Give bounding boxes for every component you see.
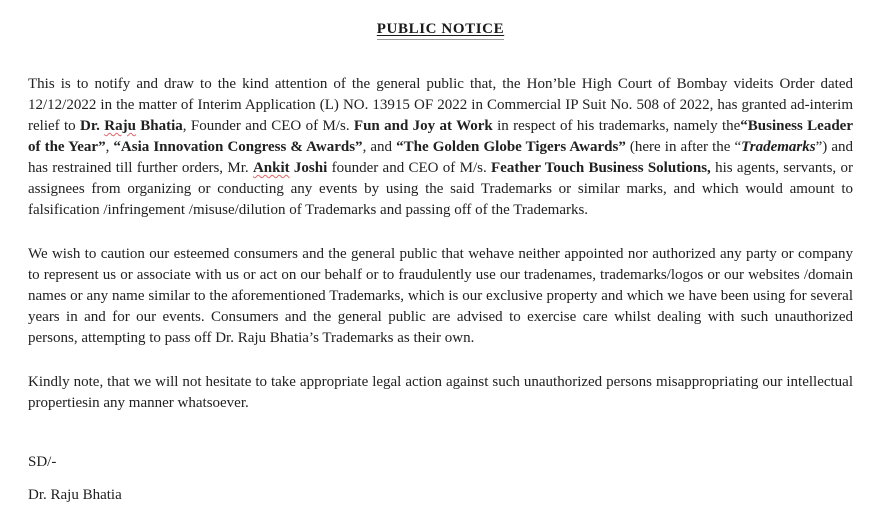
text-run: , and	[362, 139, 397, 155]
paragraph-court-order	[28, 74, 853, 221]
text-run: (here in after the “	[625, 139, 742, 155]
text-run: his agents, servants, or assignees from organizing or conducting any events by using the said Trademarks or similar marks, and which would amount to falsification /infringement /misuse/dilution of Trademarks and passing off of the Trademarks.	[28, 160, 853, 218]
signature-sd: SD/-	[28, 454, 57, 470]
trademark-golden-globe: “The Golden Globe Tigers Awards”	[396, 139, 626, 155]
text-run: ”) and has restrained till further orders, Mr.	[28, 139, 853, 176]
page-title: PUBLIC NOTICE	[377, 21, 504, 40]
text-run-bold: Dr.	[80, 118, 105, 134]
text-run: , Founder and CEO of M/s.	[182, 118, 354, 134]
name-ankit-spellcheck: Ankit	[252, 160, 290, 176]
trademark-asia-innovation: “Asia Innovation Congress & Awards”	[113, 139, 363, 155]
text-run: This is to notify and draw to the kind attention of the general public that, the Hon’ble High Court of Bombay videits Order dated 12/12/2022 in the matter of Interim Application (L) NO. 13915 OF 2022 in Commercial IP Suit No. 508 of 2022, has granted ad-interim relief to	[28, 76, 853, 134]
company-fun-and-joy: Fun and Joy at Work	[353, 118, 493, 134]
text-run: ,	[105, 139, 114, 155]
name-raju-spellcheck: Raju	[104, 118, 136, 134]
text-run: founder and CEO of M/s.	[327, 160, 491, 176]
name-bhatia: Bhatia	[135, 118, 183, 134]
name-joshi: Joshi	[289, 160, 328, 176]
title-row	[28, 20, 853, 40]
paragraph-caution: We wish to caution our esteemed consumers and the general public that wehave neither appointed nor authorized any party or company to represent us or associate with us or act on our behalf or to fraudulently use our tradenames, trademarks/logos or our websites /domain names or any name similar to the aforementioned Trademarks, which is our exclusive property and which we have been using for several years in and for our events. Consumers and the general public are advised to exercise care whilst dealing with such unauthorized persons, attempting to pass off Dr. Raju Bhatia’s Trademarks as their own.	[28, 246, 853, 346]
company-feather-touch: Feather Touch Business Solutions,	[491, 160, 711, 176]
trademark-business-leader: “Business Leader of the Year”	[28, 118, 853, 155]
trademarks-term: Trademarks	[741, 139, 816, 155]
signature-name: Dr. Raju Bhatia	[28, 487, 122, 503]
text-run: in respect of his trademarks, namely the	[492, 118, 741, 134]
paragraph-legal-action: Kindly note, that we will not hesitate to take appropriate legal action against such unauthorized persons misappropriating our intellectual propertiesin any manner whatsoever.	[28, 374, 853, 411]
